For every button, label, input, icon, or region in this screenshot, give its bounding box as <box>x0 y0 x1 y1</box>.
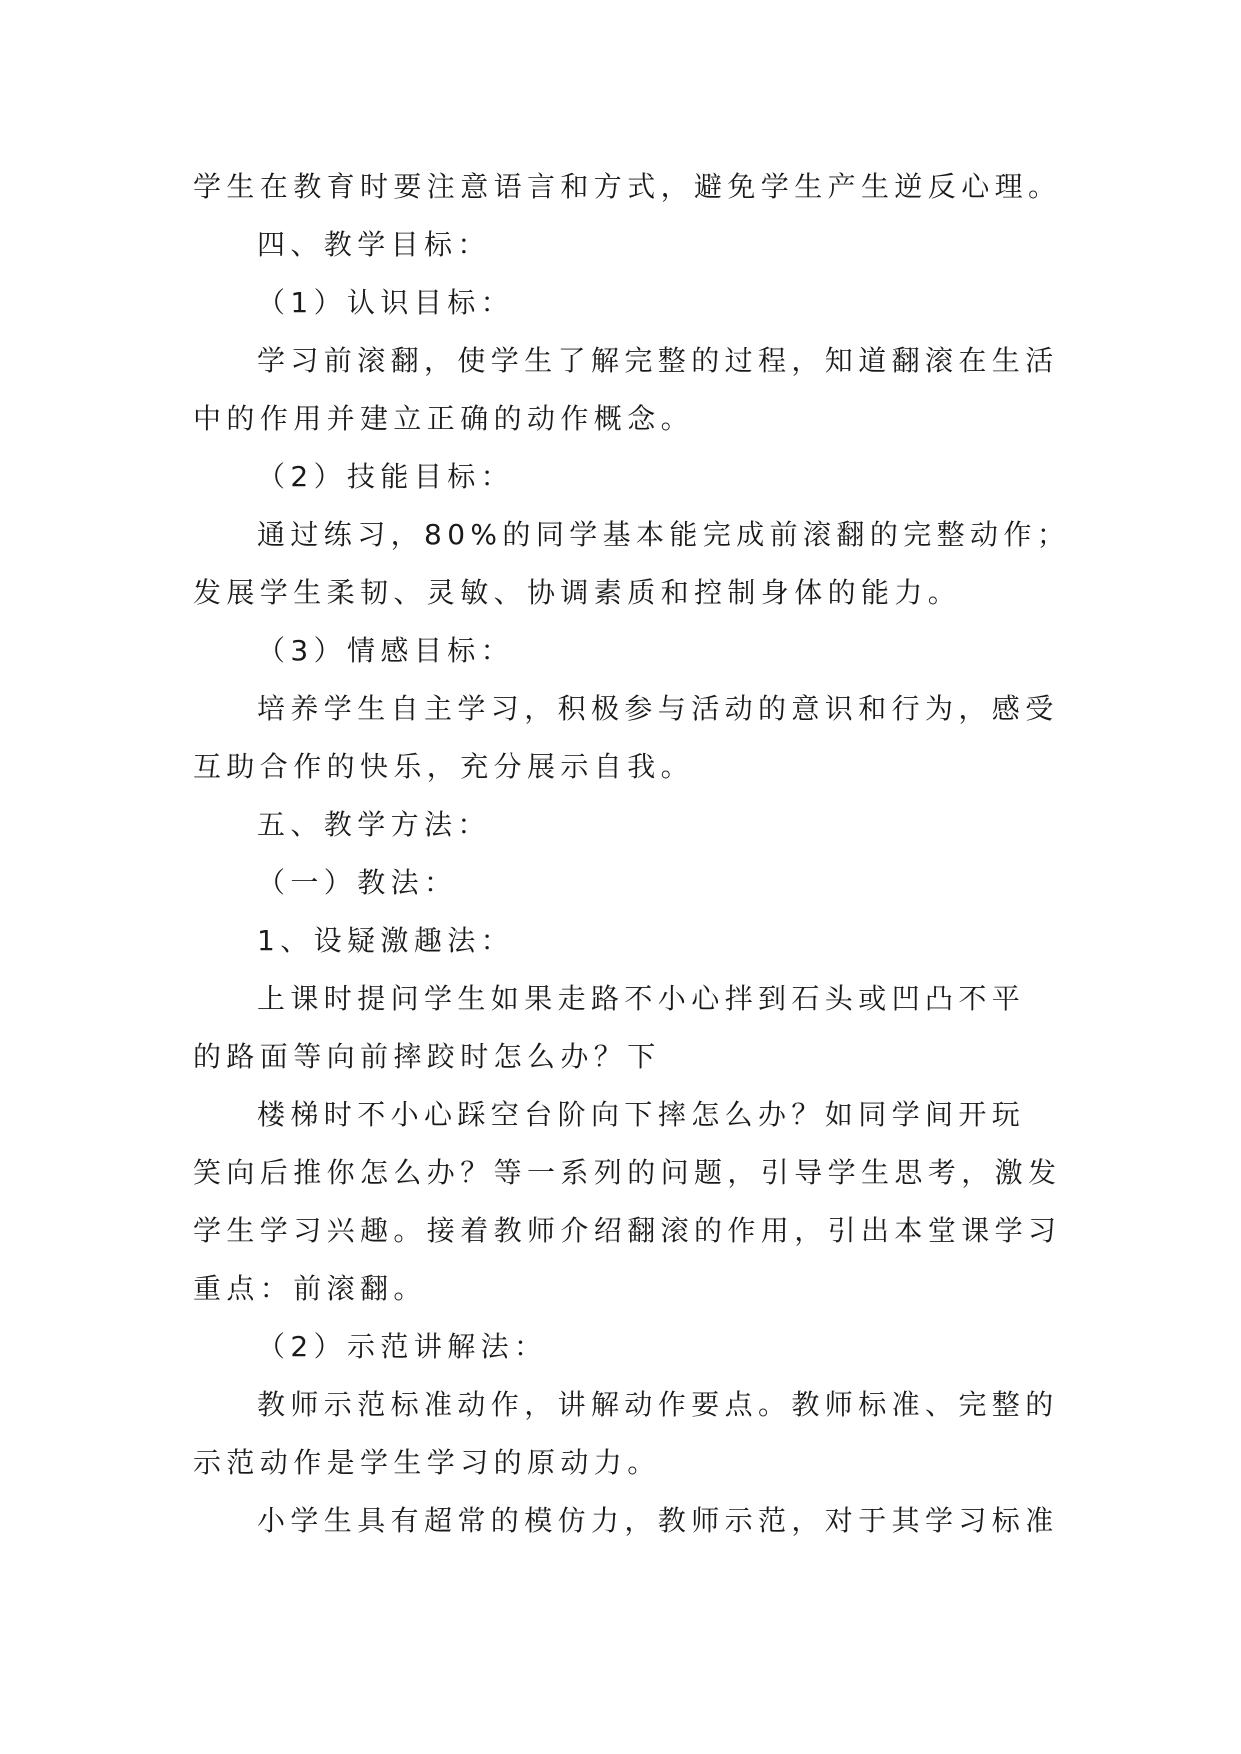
subsection-heading: （1）认识目标： <box>257 286 515 319</box>
subsection-heading: （3）情感目标： <box>257 634 515 667</box>
subsection-heading: 1、设疑激趣法： <box>257 924 515 957</box>
paragraph-line: 教师示范标准动作，讲解动作要点。教师标准、完整的 <box>257 1388 1059 1421</box>
paragraph-line: 学习前滚翻，使学生了解完整的过程，知道翻滚在生活 <box>257 344 1059 377</box>
paragraph-line: 学生学习兴趣。接着教师介绍翻滚的作用，引出本堂课学习 <box>193 1214 1062 1247</box>
section-heading: 四、教学目标： <box>257 228 491 261</box>
paragraph-line: 互助合作的快乐，充分展示自我。 <box>193 750 695 783</box>
paragraph-line: 重点：前滚翻。 <box>193 1272 427 1305</box>
subsection-heading: （一）教法： <box>257 866 458 899</box>
paragraph-line: 发展学生柔韧、灵敏、协调素质和控制身体的能力。 <box>193 576 962 609</box>
paragraph-line: 示范动作是学生学习的原动力。 <box>193 1446 661 1479</box>
paragraph-line: 楼梯时不小心踩空台阶向下摔怎么办？如同学间开玩 <box>257 1098 1026 1131</box>
paragraph-line: 小学生具有超常的模仿力，教师示范，对于其学习标准 <box>257 1504 1059 1537</box>
paragraph-line: 中的作用并建立正确的动作概念。 <box>193 402 695 435</box>
paragraph-line: 学生在教育时要注意语言和方式，避免学生产生逆反心理。 <box>193 170 1062 203</box>
subsection-heading: （2）示范讲解法： <box>257 1330 548 1363</box>
paragraph-line: 笑向后推你怎么办？等一系列的问题，引导学生思考，激发 <box>193 1156 1062 1189</box>
paragraph-line: 上课时提问学生如果走路不小心拌到石头或凹凸不平 <box>257 982 1026 1015</box>
section-heading: 五、教学方法： <box>257 808 491 841</box>
paragraph-line: 通过练习，80%的同学基本能完成前滚翻的完整动作； <box>257 518 1071 551</box>
document-body <box>193 158 1073 1550</box>
paragraph-line: 的路面等向前摔跤时怎么办？下 <box>193 1040 661 1073</box>
paragraph-line: 培养学生自主学习，积极参与活动的意识和行为，感受 <box>257 692 1059 725</box>
subsection-heading: （2）技能目标： <box>257 460 515 493</box>
